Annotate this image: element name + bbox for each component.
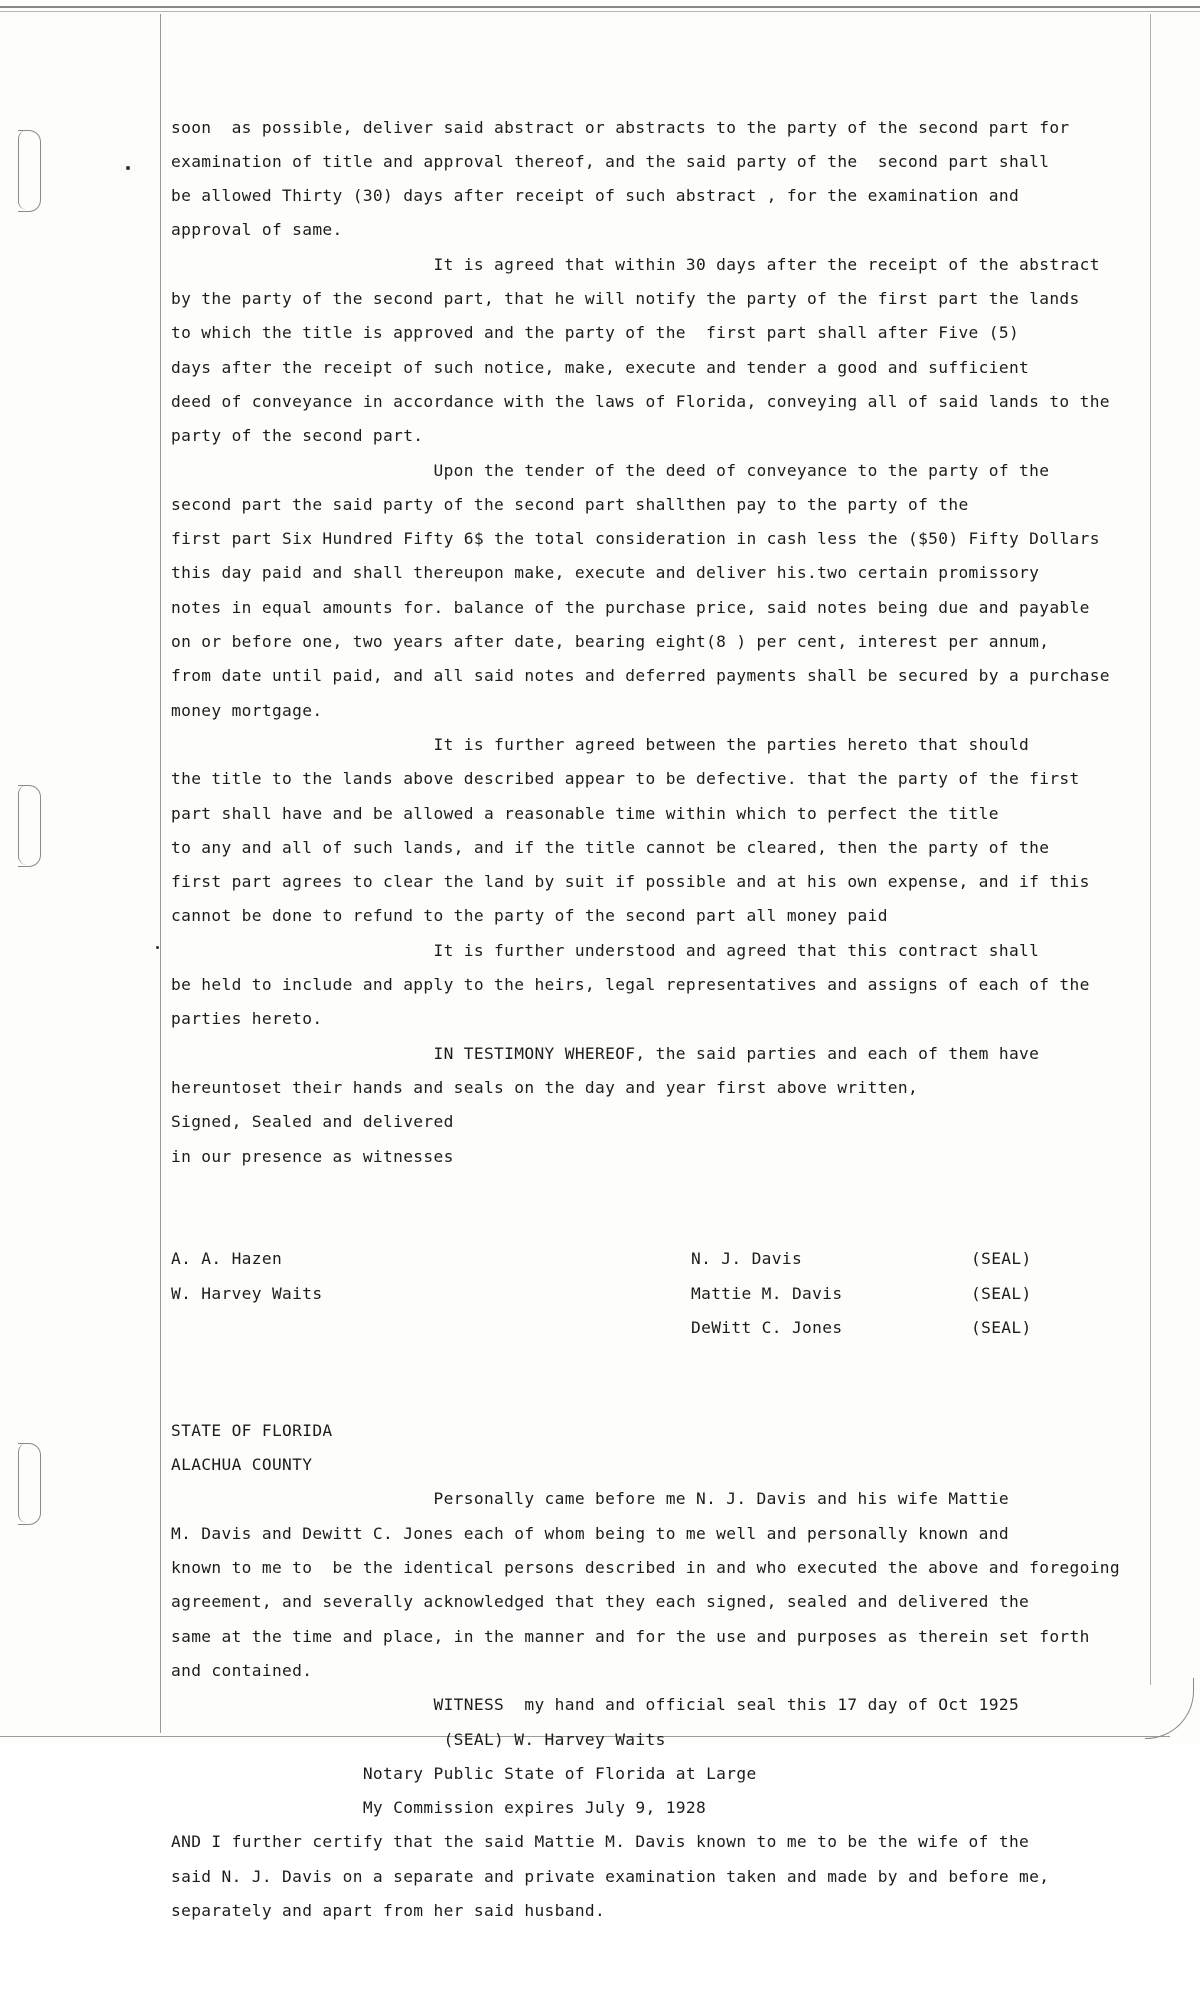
- text-line: part shall have and be allowed a reasonable time within which to perfect the title: [171, 803, 999, 823]
- witness-name: A. A. Hazen: [171, 1249, 283, 1269]
- text-line: M. Davis and Dewitt C. Jones each of whom being to me well and personally known and: [171, 1523, 1009, 1543]
- text-line: same at the time and place, in the manner and for the use and purposes as therein set forth: [171, 1626, 1090, 1646]
- ink-speck: [156, 946, 159, 949]
- signature-row: [171, 1311, 1161, 1345]
- text-line: said N. J. Davis on a separate and private examination taken and made by and before me,: [171, 1866, 1050, 1886]
- binder-hole-bottom: [18, 1443, 41, 1525]
- signature-block: [171, 1242, 1161, 1345]
- seal-mark: (SEAL): [971, 1317, 1032, 1337]
- text-line: party of the second part.: [171, 426, 424, 446]
- text-line: WITNESS my hand and official seal this 17 day of Oct 1925: [171, 1695, 1020, 1715]
- text-line: first part Six Hundred Fifty 6$ the total consideration in cash less the ($50) Fifty Dollars: [171, 529, 1100, 549]
- text-line: approval of same.: [171, 220, 343, 240]
- text-line: cannot be done to refund to the party of the second part all money paid: [171, 906, 888, 926]
- body-paragraphs: [171, 111, 1161, 1174]
- text-line: in our presence as witnesses: [171, 1146, 454, 1166]
- text-line: (SEAL) W. Harvey Waits: [171, 1729, 666, 1749]
- text-line: STATE OF FLORIDA: [171, 1420, 333, 1440]
- text-line: agreement, and severally acknowledged that they each signed, sealed and delivered the: [171, 1592, 1030, 1612]
- text-line: soon as possible, deliver said abstract or abstracts to the party of the second part for: [171, 117, 1070, 137]
- text-line: the title to the lands above described appear to be defective. that the party of the first: [171, 769, 1080, 789]
- text-line: deed of conveyance in accordance with the laws of Florida, conveying all of said lands to the: [171, 391, 1110, 411]
- text-line: and contained.: [171, 1660, 313, 1680]
- text-line: It is agreed that within 30 days after the receipt of the abstract: [171, 254, 1100, 274]
- text-line: My Commission expires July 9, 1928: [171, 1798, 707, 1818]
- text-line: It is further understood and agreed that this contract shall: [171, 940, 1040, 960]
- text-line: Upon the tender of the deed of conveyance to the party of the: [171, 460, 1050, 480]
- seal-mark: (SEAL): [971, 1249, 1032, 1269]
- text-line: be held to include and apply to the heirs, legal representatives and assigns of each of the: [171, 975, 1090, 995]
- binder-hole-top: [18, 130, 41, 212]
- text-line: first part agrees to clear the land by suit if possible and at his own expense, and if this: [171, 872, 1090, 892]
- text-line: separately and apart from her said husband.: [171, 1901, 606, 1921]
- text-line: days after the receipt of such notice, make, execute and tender a good and sufficient: [171, 357, 1030, 377]
- text-line: on or before one, two years after date, bearing eight(8 ) per cent, interest per annum,: [171, 632, 1050, 652]
- party-name: DeWitt C. Jones: [691, 1317, 843, 1337]
- signature-row: [171, 1277, 1161, 1311]
- text-line: known to me to be the identical persons described in and who executed the above and foregoing: [171, 1558, 1120, 1578]
- top-border-line-inner: [0, 11, 1200, 12]
- text-line: by the party of the second part, that he will notify the party of the first part the lands: [171, 289, 1080, 309]
- text-line: parties hereto.: [171, 1009, 323, 1029]
- text-line: money mortgage.: [171, 700, 323, 720]
- left-margin-line: [160, 14, 161, 1733]
- text-line: examination of title and approval thereof, and the said party of the second part shall: [171, 151, 1050, 171]
- witness-name: W. Harvey Waits: [171, 1283, 323, 1303]
- party-name: Mattie M. Davis: [691, 1283, 843, 1303]
- party-name: N. J. Davis: [691, 1249, 803, 1269]
- acknowledgment-block: [171, 1414, 1161, 1928]
- text-line: Signed, Sealed and delivered: [171, 1112, 454, 1132]
- text-line: ALACHUA COUNTY: [171, 1455, 313, 1475]
- text-line: IN TESTIMONY WHEREOF, the said parties and each of them have: [171, 1043, 1040, 1063]
- text-line: second part the said party of the second part shallthen pay to the party of the: [171, 494, 969, 514]
- text-line: hereuntoset their hands and seals on the day and year first above written,: [171, 1077, 919, 1097]
- text-line: this day paid and shall thereupon make, execute and deliver his.two certain promissory: [171, 563, 1040, 583]
- text-line: to which the title is approved and the party of the first part shall after Five (5): [171, 323, 1020, 343]
- text-line: Notary Public State of Florida at Large: [171, 1763, 757, 1783]
- text-line: AND I further certify that the said Mattie M. Davis known to me to be the wife of the: [171, 1832, 1030, 1852]
- top-border-line: [0, 6, 1200, 8]
- text-line: from date until paid, and all said notes and deferred payments shall be secured by a purchase: [171, 666, 1110, 686]
- seal-mark: (SEAL): [971, 1283, 1032, 1303]
- text-line: notes in equal amounts for. balance of the purchase price, said notes being due and payable: [171, 597, 1090, 617]
- binder-hole-middle: [18, 785, 41, 867]
- signature-row: [171, 1242, 1161, 1276]
- text-line: be allowed Thirty (30) days after receipt of such abstract , for the examination and: [171, 186, 1020, 206]
- document-body: [171, 42, 1161, 1997]
- text-line: It is further agreed between the parties hereto that should: [171, 734, 1030, 754]
- text-line: to any and all of such lands, and if the title cannot be cleared, then the party of the: [171, 837, 1050, 857]
- text-line: Personally came before me N. J. Davis and his wife Mattie: [171, 1489, 1009, 1509]
- ink-speck: [126, 166, 130, 170]
